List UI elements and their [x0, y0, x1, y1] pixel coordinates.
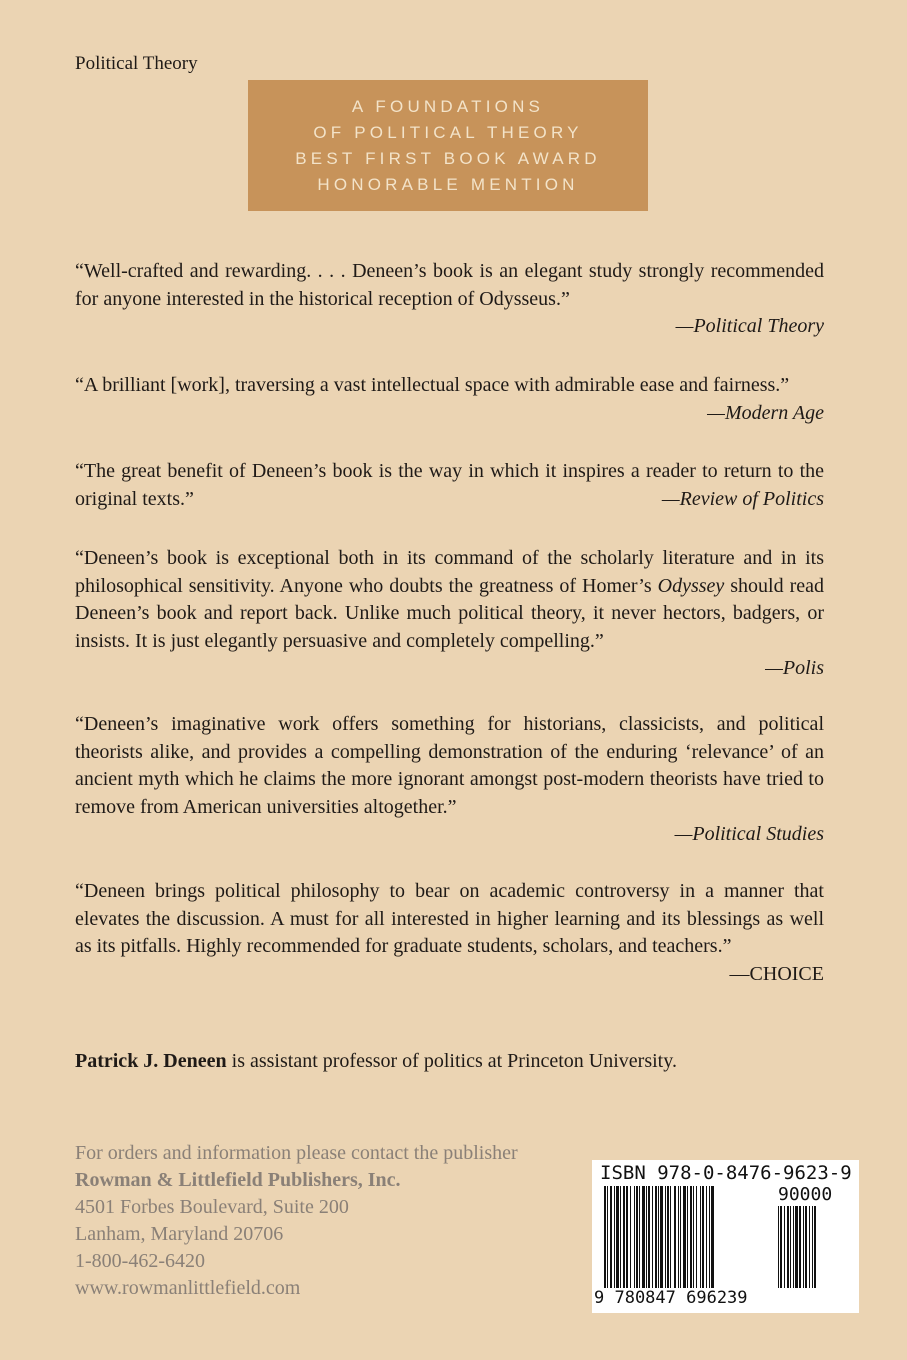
- ean-number: 9 780847 696239: [594, 1288, 748, 1308]
- review-source: —Polis: [765, 657, 824, 679]
- review-quote: “A brilliant [work], traversing a vast intellectual space with admirable ease and fairness.” —Modern Age: [75, 372, 824, 400]
- review: [75, 258, 824, 341]
- price-addon-label: 90000: [778, 1184, 833, 1205]
- author-name: Patrick J. Deneen: [75, 1050, 227, 1072]
- book-title: Odyssey: [657, 574, 725, 597]
- award-line: BEST FIRST BOOK AWARD: [295, 148, 601, 168]
- review: [75, 878, 824, 988]
- barcode-bar: [814, 1206, 816, 1288]
- barcode-bars: [604, 1186, 774, 1288]
- review-source: —Political Theory: [675, 315, 824, 337]
- isbn-label: ISBN 978-0-8476-9623-9: [600, 1162, 852, 1184]
- publisher-address: 4501 Forbes Boulevard, Suite 200: [75, 1196, 349, 1218]
- review-source: —Review of Politics: [661, 487, 824, 510]
- award-banner: [248, 80, 648, 211]
- publisher-phone: 1-800-462-6420: [75, 1250, 205, 1272]
- review-quote: “Well-crafted and rewarding. . . . Deneen’s book is an elegant study strongly recommended for anyone interested in the historical reception of Odysseus.”: [75, 260, 824, 310]
- review-quote: “Deneen brings political philosophy to bear on academic controversy in a manner that elevates the discussion. A must for all interested in higher learning and its blessings as well as its pitfalls. Highly recommended for graduate students, scholars, and teachers.”: [75, 880, 824, 957]
- review: [75, 458, 824, 513]
- review-source: —Political Studies: [674, 823, 824, 845]
- barcode: [592, 1160, 859, 1313]
- award-line: HONORABLE MENTION: [317, 174, 579, 194]
- review-quote: [75, 545, 824, 655]
- publisher-website: www.rowmanlittlefield.com: [75, 1277, 301, 1299]
- review-source: —CHOICE: [729, 962, 824, 985]
- review-quote: “Deneen’s imaginative work offers something for historians, classicists, and political theorists alike, and provides a compelling demonstration of the enduring ‘relevance’ of an ancient myth which he claims the more ignorant amongst post-modern theorists have tried to remove from American universities altogether.”: [75, 713, 824, 818]
- barcode-gap: [714, 1186, 716, 1288]
- award-line: OF POLITICAL THEORY: [313, 122, 583, 142]
- review: [75, 545, 824, 683]
- category-label: Political Theory: [75, 53, 198, 74]
- review-quote: “The great benefit of Deneen’s book is the way in which it inspires a reader to return to the original texts.” —Review of Politics: [75, 458, 824, 513]
- review-quote-part: should read Deneen’s book and report back. Unlike much political theory, it never hectors, badgers, or insists. It is just elegantly persuasive and completely compelling.”: [75, 574, 824, 652]
- review: [75, 372, 824, 427]
- publisher-city: Lanham, Maryland 20706: [75, 1223, 284, 1245]
- author-bio-text: is assistant professor of politics at Princeton University.: [226, 1050, 677, 1072]
- publisher-intro: For orders and information please contact the publisher: [75, 1142, 518, 1164]
- review-quote-part: “Deneen’s book is exceptional both in its command of the scholarly literature and in its philosophical sensitivity. Anyone who doubts the greatness of Homer’s: [75, 547, 824, 597]
- addon-bars: [778, 1206, 850, 1288]
- award-line: A FOUNDATIONS: [351, 96, 545, 116]
- author-bio: [75, 1048, 835, 1075]
- review: [75, 711, 824, 849]
- review-source: —Modern Age: [707, 401, 824, 424]
- publisher-name: Rowman & Littlefield Publishers, Inc.: [75, 1169, 401, 1191]
- publisher-info: [75, 1140, 595, 1302]
